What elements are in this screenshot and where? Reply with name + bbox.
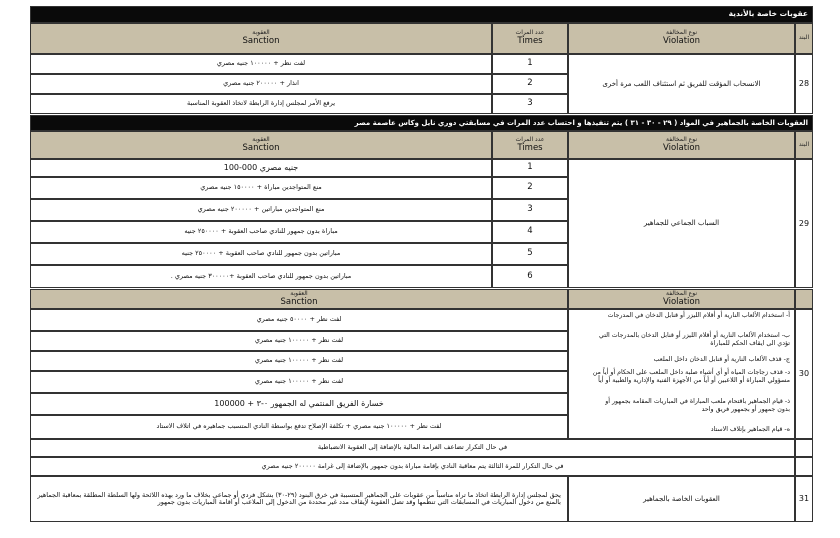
- sanction-cell: جنيه مصري 000-100: [30, 159, 492, 177]
- section3-note1-row: [30, 439, 813, 457]
- sanction-cell: لفت نظر + ١٠٠٠٠٠ جنيه مصري + تكلفة الإصلاح تدفع بواسطة النادي المتسبب جماهيره في اتلاف الاستاد: [30, 415, 568, 439]
- violation-item: د- قذف زجاجات المياه أو أي أشياء صلبة داخل الملعب على الحكام أو أياً من مسؤولي المباراة أو اللاعبين أو أياً من الأجهزة الفنية والإدارية والطبية أو أياً: [592, 369, 790, 384]
- section2-body: [30, 159, 813, 288]
- section1-title-bar: [30, 6, 813, 23]
- sanction-cell: يحق لمجلس إدارة الرابطة اتخاذ ما تراه مناسباً من عقوبات على الجماهير المتسببة في خرق البنود (٢٩-٣٠) بشكل فردي أو جماعي بخلاف ما ورد بهذه اللائحة ولها السلطة المطلقة بمعاقبة الجماهير بالمنع من دخول المباريات في المسابقات التي تنظمها وقد تصل العقوبة لإيقاف مدد غير محددة من الدخول إلى الملاعب أو اقامة المباريات بدون جمهور: [30, 476, 568, 522]
- section2-title-bar: [30, 115, 813, 131]
- band-number: 29: [795, 159, 813, 288]
- times-cell: 3: [492, 94, 568, 114]
- times-cell: 1: [492, 159, 568, 177]
- section2-header-row: [30, 131, 813, 159]
- sanction-cell: انذار + ٢٠٠٠٠٠ جنيه مصري: [30, 74, 492, 94]
- sanction-cell: لفت نظر + ١٠٠٠٠٠ جنيه مصري: [30, 371, 568, 393]
- band-header: البند: [795, 23, 813, 54]
- sanction-cell: خسارة الفريق المنتمي له الجمهور ٠-٣ + 100000: [30, 393, 568, 415]
- violation-header: نوع المخالفة Violation: [568, 23, 795, 54]
- times-cell: 4: [492, 221, 568, 243]
- violation-item: ذ- قيام الجماهير باقتحام ملعب المباراة في المباريات المقامة بجمهور أو بدون جمهور أو بجمهور فريق واحد: [605, 398, 790, 413]
- band-empty: [795, 439, 813, 457]
- band-empty: [795, 457, 813, 476]
- violation-cell: العقوبات الخاصة بالجماهير: [568, 476, 795, 522]
- times-cell: 5: [492, 243, 568, 265]
- band-number: 28: [795, 54, 813, 114]
- times-cell: 2: [492, 177, 568, 199]
- regulations-table: [30, 6, 813, 522]
- times-cell: 2: [492, 74, 568, 94]
- times-cell: 3: [492, 199, 568, 221]
- sanction-cell: لفت نظر + ٥٠٠٠٠ جنيه مصري: [30, 309, 568, 331]
- sanction-cell: مباراتين بدون جمهور للنادي صاحب العقوبة +٣٠٠٠٠٠ جنيه مصري .: [30, 265, 492, 288]
- band-header: البند: [795, 131, 813, 159]
- band-number: 30: [795, 309, 813, 439]
- section1-header-row: [30, 23, 813, 54]
- violation-item: ه- قيام الجماهير بإتلاف الاستاد: [710, 426, 790, 433]
- violation-item: ب- استخدام الألعاب النارية أو أقلام الليزر أو قنابل الدخان بالمدرجات التي تؤدي الى ايقاف الحكم للمباراة: [598, 332, 790, 347]
- sanction-header: العقوبة Sanction: [30, 23, 492, 54]
- violation-list: [568, 309, 795, 439]
- sanction-cell: منع المتواجدين مباراتين + ٢٠٠٠٠٠ جنيه مصري: [30, 199, 492, 221]
- times-header: عدد المرات Times: [492, 131, 568, 159]
- section3-header-row: [30, 289, 813, 309]
- section3-note2-row: [30, 457, 813, 476]
- band-number: 31: [795, 476, 813, 522]
- violation-cell: الانسحاب المؤقت للفريق ثم استئناف اللعب مرة أخرى: [568, 54, 795, 114]
- band-header-empty: [795, 289, 813, 309]
- section4-row: [30, 476, 813, 522]
- sanction-cell: لفت نظر + ١٠٠٠٠٠ جنيه مصري: [30, 351, 568, 371]
- section1-body: [30, 54, 813, 114]
- repeat-note: في حال التكرار تضاعف الغرامة المالية بالإضافة إلى العقوبة الانضباطية: [30, 439, 795, 457]
- sanction-header: العقوبة Sanction: [30, 289, 568, 309]
- sanction-cell: مباراة بدون جمهور للنادي صاحب العقوبة + ٢٥٠٠٠٠ جنيه: [30, 221, 492, 243]
- sanction-cell: لفت نظر + ١٠٠٠٠٠ جنيه مصري: [30, 331, 568, 351]
- sanction-cell: لفت نظر + ١٠٠٠٠٠ جنيه مصري: [30, 54, 492, 74]
- sanction-cell: يرفع الأمر لمجلس إدارة الرابطة لاتخاذ العقوبة المناسبة: [30, 94, 492, 114]
- violation-item: أ- استخدام الألعاب النارية أو أقلام الليزر أو قنابل الدخان في المدرجات: [607, 312, 790, 319]
- sanction-header: العقوبة Sanction: [30, 131, 492, 159]
- section2-title: العقوبات الخاصة بالجماهير في المواد ( ٢٩ - ٣٠ - ٣١ ) يتم تنفيذها و احتساب عدد المرات في مسابقتي دوري نايل وكاس عاصمة مصر: [30, 115, 813, 131]
- times-cell: 6: [492, 265, 568, 288]
- violation-item: ج- قذف الألعاب النارية أو قنابل الدخان داخل الملعب: [653, 356, 790, 363]
- sanction-cell: مباراتين بدون جمهور للنادي صاحب العقوبة + ٢٥٠٠٠٠ جنيه: [30, 243, 492, 265]
- sanction-cell: منع المتواجدين مباراة + ١٥٠٠٠٠ جنيه مصري: [30, 177, 492, 199]
- section3-body: [30, 309, 813, 439]
- times-header: عدد المرات Times: [492, 23, 568, 54]
- violation-header: نوع المخالفة Violation: [568, 289, 795, 309]
- third-repeat-note: في حال التكرار للمرة الثالثة يتم معاقبة النادي بإقامة مباراة بدون جمهور بالإضافة إلى غرامة ٢٠٠٠٠٠ جنيه مصري: [30, 457, 795, 476]
- section1-title: عقوبات خاصة بالأندية: [30, 6, 813, 23]
- violation-header: نوع المخالفة Violation: [568, 131, 795, 159]
- times-cell: 1: [492, 54, 568, 74]
- violation-cell: السباب الجماعي للجماهير: [568, 159, 795, 288]
